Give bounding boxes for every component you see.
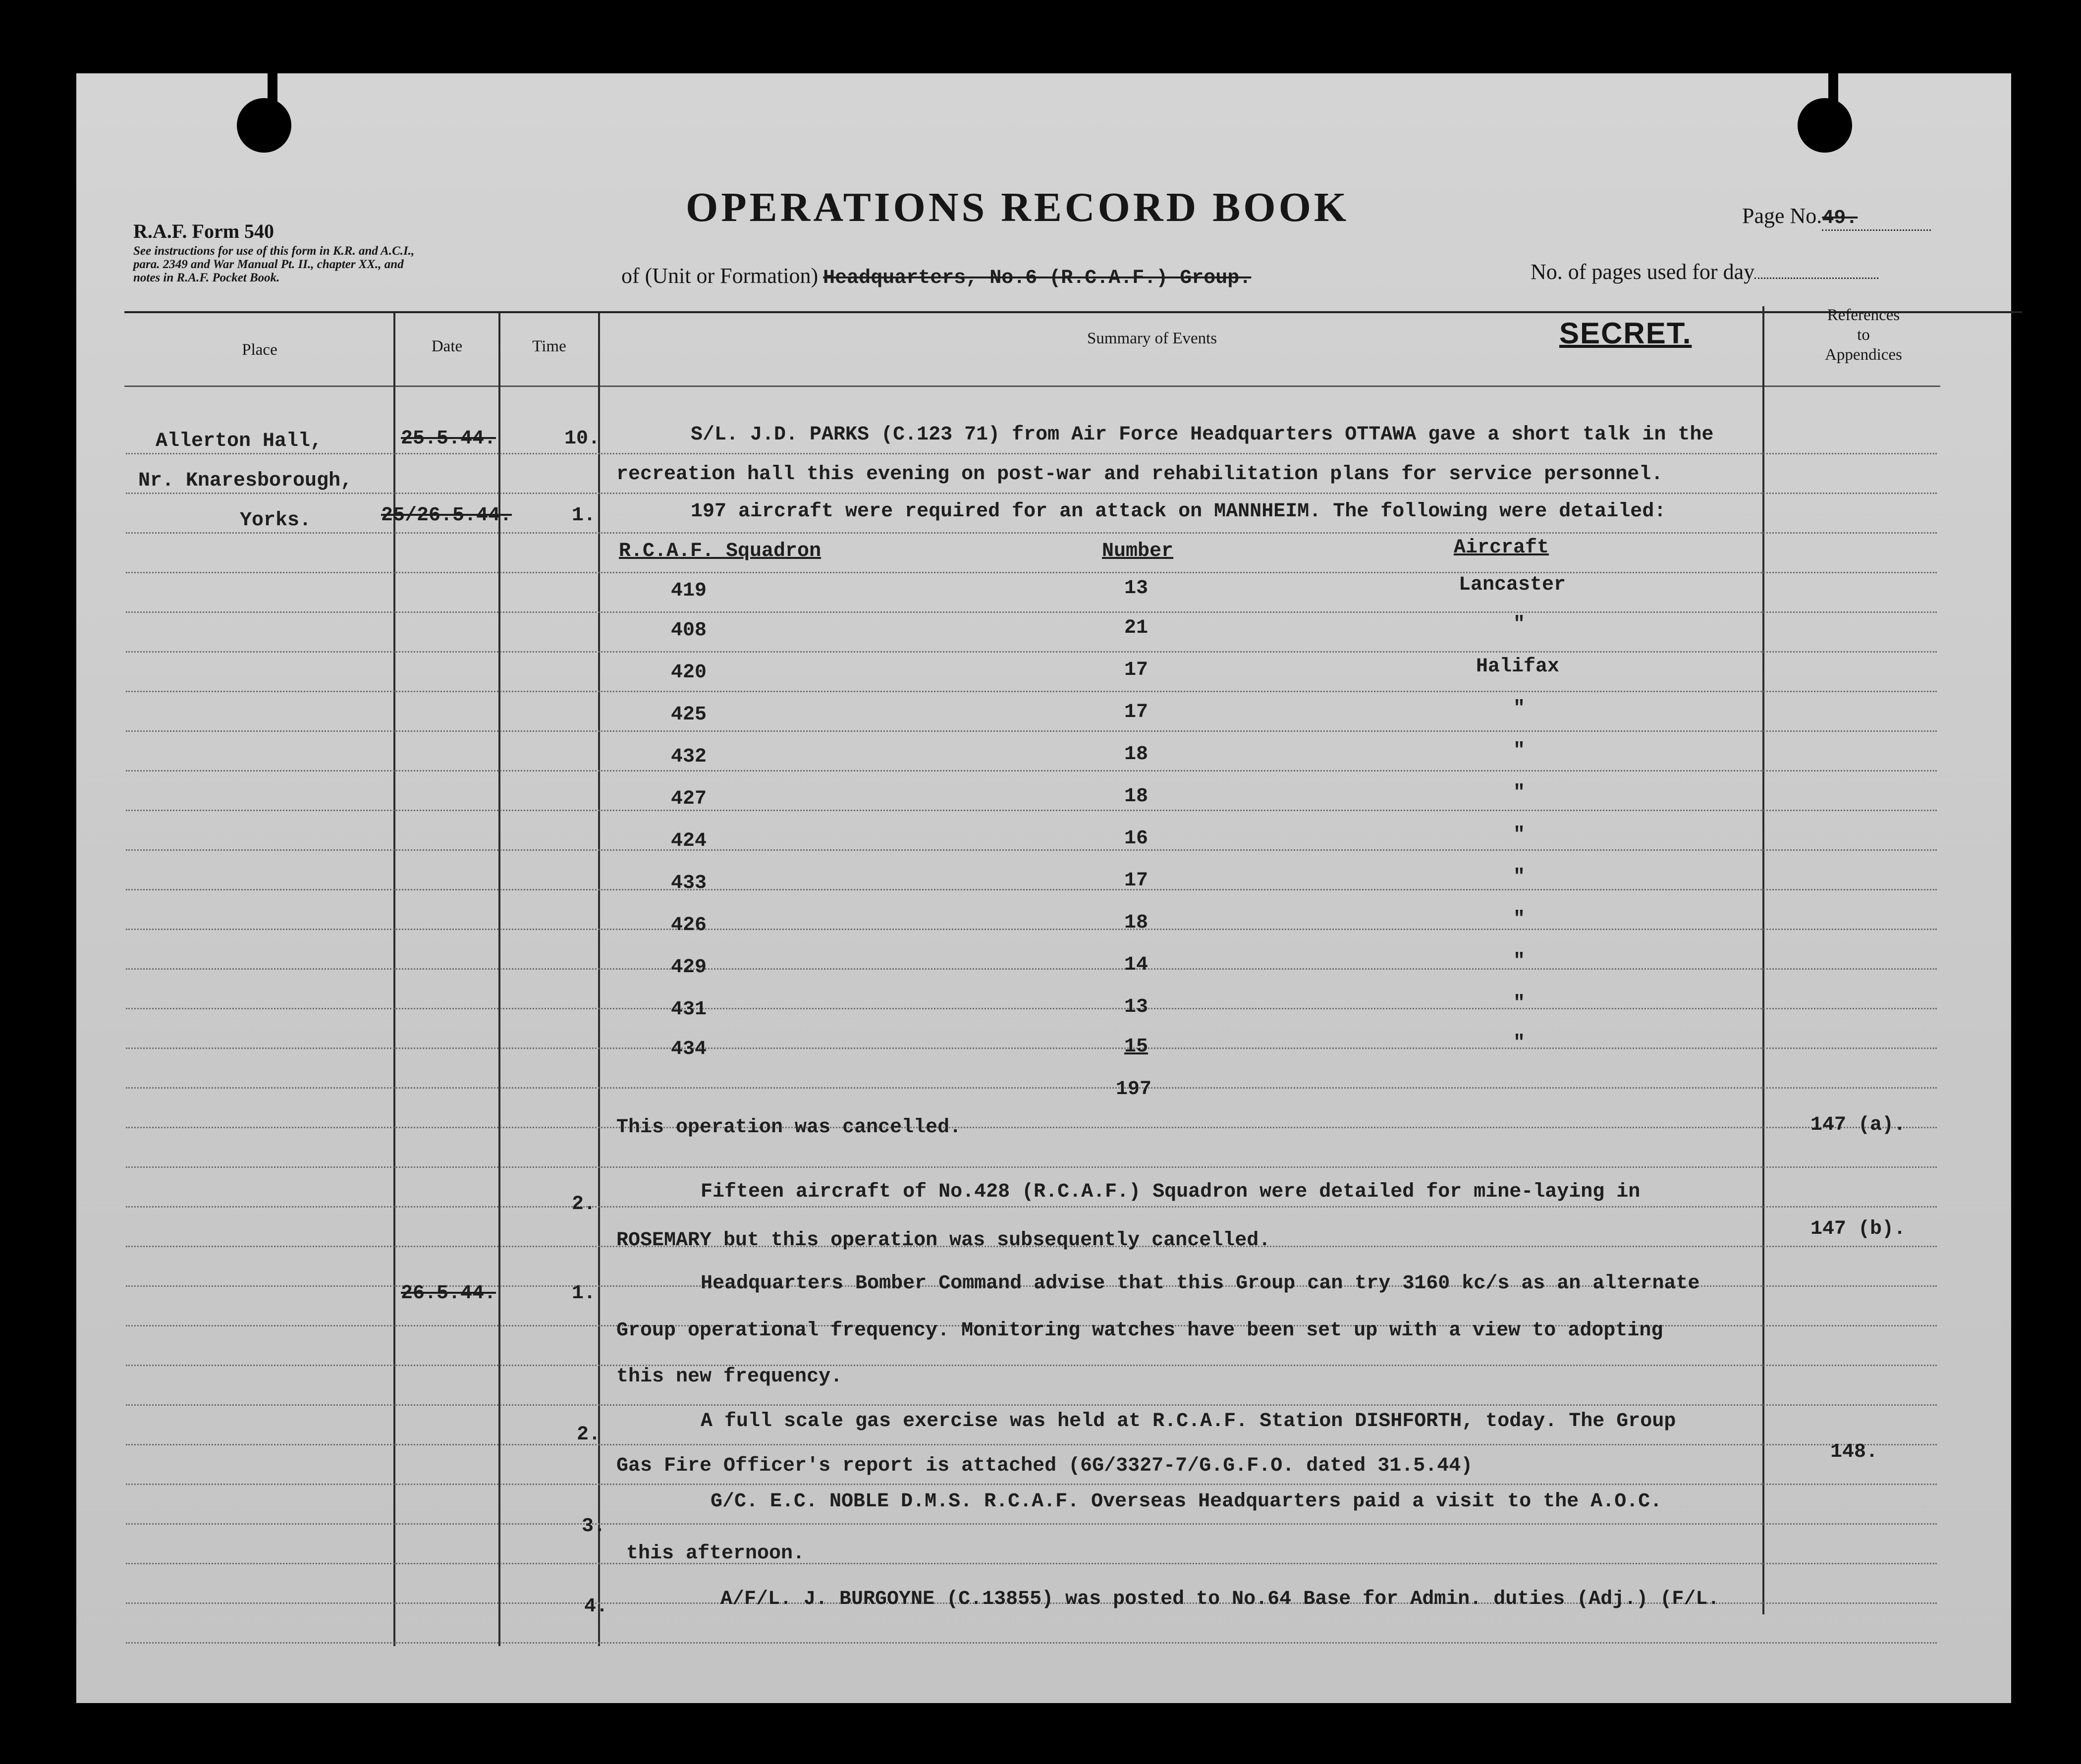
entry-line: ROSEMARY but this operation was subsequently cancelled. [616,1229,1271,1252]
entry-date: 25.5.44. [401,428,496,450]
place-line: Yorks. [240,509,312,532]
header-bottom-rule [124,386,1940,387]
entry-line: A full scale gas exercise was held at R.C.A.F. Station DISHFORTH, today. The Group [701,1410,1676,1433]
entry-line: Headquarters Bomber Command advise that this Group can try 3160 kc/s as an alternate [701,1272,1700,1295]
binder-hole [237,98,291,153]
entry-line: A/F/L. J. BURGOYNE (C.13855) was posted to No.64 Base for Admin. duties (Adj.) (F/L. [720,1588,1720,1610]
appendix-ref: 147 (a). [1810,1114,1906,1136]
appendix-ref: 148. [1830,1441,1878,1463]
entry-line: 197 aircraft were required for an attack on MANNHEIM. The following were detailed: [691,500,1666,523]
unit-formation: of (Unit or Formation) Headquarters, No.6 (R.C.A.F.) Group. [621,264,1252,289]
page-number: Page No.49. [1742,203,1931,231]
entry-time: 2. [572,1193,596,1215]
col-header-date: Date [431,337,463,355]
entry-time: 2. [577,1424,601,1446]
entry-line: this new frequency. [616,1366,843,1388]
secret-stamp: SECRET. [1559,317,1692,350]
col-header-summary: Summary of Events [1087,330,1217,347]
place-line: Allerton Hall, [156,430,323,452]
entry-line: G/C. E.C. NOBLE D.M.S. R.C.A.F. Overseas Headquarters paid a visit to the A.O.C. [711,1490,1662,1513]
entry-line: S/L. J.D. PARKS (C.123 71) from Air Force Headquarters OTTAWA gave a short talk in the [691,424,1714,446]
appendix-ref: 147 (b). [1810,1218,1906,1240]
form-instructions: See instructions for use of this form in K.R. and A.C.I., para. 2349 and War Manual Pt. II., chapter XX., and notes in R.A.F. Pocket Book. [133,244,415,284]
entry-line: Gas Fire Officer's report is attached (6G/3327-7/G.G.F.O. dated 31.5.44) [616,1455,1473,1477]
entry-line: recreation hall this evening on post-war and rehabilitation plans for service personnel. [616,463,1663,486]
binder-hole [1798,98,1852,153]
header-rule [124,311,2022,313]
entry-line: this afternoon. [626,1543,805,1565]
entry-line: This operation was cancelled. [616,1116,962,1139]
entry-date: 26.5.44. [401,1282,496,1305]
col-header-refs: References to Appendices [1825,306,1902,364]
entry-time: 3. [582,1515,606,1538]
table-header-squadron: R.C.A.F. Squadron [619,540,821,562]
entry-line: Group operational frequency. Monitoring watches have been set up with a view to adopting [616,1320,1663,1342]
place-line: Nr. Knaresborough, [138,470,353,492]
col-header-time: Time [532,337,566,355]
entry-time: 4. [584,1596,608,1618]
entry-time: 10. [564,428,601,450]
form-number: R.A.F. Form 540 [133,220,274,242]
table-header-aircraft: Aircraft [1454,537,1549,559]
column-divider [598,313,600,1646]
entry-date: 25/26.5.44. [381,504,512,527]
page-title: OPERATIONS RECORD BOOK [686,184,1350,230]
entry-line: Fifteen aircraft of No.428 (R.C.A.F.) Squadron were detailed for mine-laying in [701,1181,1641,1203]
table-header-number: Number [1102,540,1174,562]
pages-used: No. of pages used for day [1531,259,1878,284]
entry-time: 1. [572,504,596,527]
col-header-place: Place [242,341,277,359]
table-total: 197 [1116,1078,1152,1101]
form-sheet: R.A.F. Form 540 See instructions for use of this form in K.R. and A.C.I., para. 2349 and War Manual Pt. II., chapter XX., and notes in R.A.F. Pocket Book. OPERATIONS RECORD BOOK Page No.49. of (Unit or Formation) Headquarters, No.6 (R.C.A.F.) Group. No. of pages used for day Place Date Time Summary of Events SECRET. References to Appendices Allerton Hall, Nr. Knaresborough, Yorks. 25.5.44. 10. S/L. J.D. PARKS (C.123 71) from Air Force Headquarters OTTAWA gave a short talk in the recreation hall this evening on post-war and rehabilitation plans for service personnel. 25/26.5.44. 1. 197 aircraft were required for an attack on MANNHEIM. The following were detailed: R.C.A.F. Squadron Number Aircraft 419 13 Lancaster 408 21 " 420 17 Halifax 425 17 " 432 18 " 427 18 " 424 16 " 433 17 " 426 18 " 429 14 " 431 13 " 434 15 " 197 This operation was cancelled. 147 (a). 2. Fifteen aircraft of No.428 (R.C.A.F.) Squadron were detailed for mine-laying in ROSEMARY but this operation was subsequently cancelled. 147 (b). 26.5.44. 1. Headquarters Bomber Command advise that this Group can try 3160 kc/s as an alternate Group operational frequency. Monitoring watches have been set up with a view to adopting this new frequency. 2. A full scale gas exercise was held at R.C.A.F. Station DISHFORTH, today. The Group Gas Fire Officer's report is attached (6G/3327-7/G.G.F.O. dated 31.5.44) 148. 3. G/C. E.C. NOBLE D.M.S. R.C.A.F. Overseas Headquarters paid a visit to the A.O.C. this afternoon. 4. A/F/L. J. BURGOYNE (C.13855) was posted to No.64 Base for Admin. duties (Adj.) (F/L. [76,73,2011,1703]
entry-time: 1. [572,1282,596,1305]
column-divider [1762,306,1764,1614]
